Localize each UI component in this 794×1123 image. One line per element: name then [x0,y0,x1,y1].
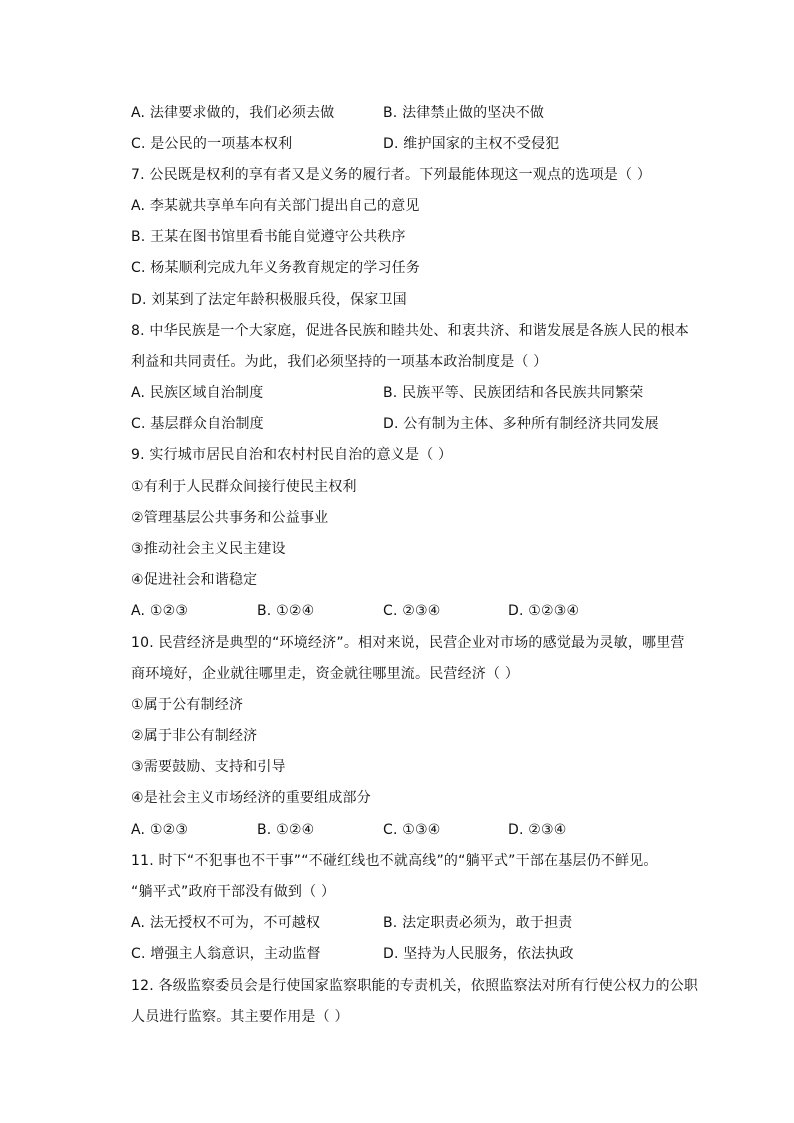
q9-option-a: A. ①②③ [131,603,189,619]
q12-stem-line2: 人员进行监察。其主要作用是（ ） [131,1009,349,1025]
q9-option-c: C. ②③④ [383,603,441,619]
q11-option-b: B. 法定职责必须为，敢于担责 [383,915,573,931]
q10-statement-2: ②属于非公有制经济 [131,728,258,744]
q10-stem-line1: 10. 民营经济是典型的“环境经济”。相对来说，民营企业对市场的感觉最为灵敏，哪里营 [131,635,685,651]
q9-statement-2: ②管理基层公共事务和公益事业 [131,510,329,526]
q9-option-b: B. ①②④ [257,603,315,619]
q10-statement-1: ①属于公有制经济 [131,697,244,713]
q10-stem-line2: 商环境好，企业就往哪里走，资金就往哪里流。民营经济（ ） [131,666,520,682]
q7-option-a: A. 李某就共享单车向有关部门提出自己的意见 [131,198,420,214]
q9-statement-3: ③推动社会主义民主建设 [131,541,286,557]
q6-option-c: C. 是公民的一项基本权利 [131,136,293,152]
q11-option-a: A. 法无授权不可为，不可越权 [131,915,321,931]
q9-statement-4: ④促进社会和谐稳定 [131,572,258,588]
q10-statement-4: ④是社会主义市场经济的重要组成部分 [131,790,371,806]
q8-stem-line1: 8. 中华民族是一个大家庭，促进各民族和睦共处、和衷共济、和谐发展是各族人民的根本 [131,323,690,339]
q7-stem: 7. 公民既是权利的享有者又是义务的履行者。下列最能体现这一观点的选项是（ ） [131,167,652,183]
q6-option-d: D. 维护国家的主权不受侵犯 [383,136,560,152]
q8-stem-line2: 利益和共同责任。为此，我们必须坚持的一项基本政治制度是（ ） [131,354,548,370]
q7-option-b: B. 王某在图书馆里看书能自觉遵守公共秩序 [131,229,406,245]
q6-option-a: A. 法律要求做的，我们必须去做 [131,105,335,121]
q11-stem-line2: “躺平式”政府干部没有做到（ ） [131,884,336,900]
q8-option-c: C. 基层群众自治制度 [131,416,264,432]
q10-statement-3: ③需要鼓励、支持和引导 [131,759,286,775]
q11-stem-line1: 11. 时下“不犯事也不干事”“不碰红线也不就高线”的“躺平式”干部在基层仍不鲜见。 [131,853,658,869]
q9-statement-1: ①有利于人民群众间接行使民主权利 [131,479,357,495]
q8-option-b: B. 民族平等、民族团结和各民族共同繁荣 [383,385,644,401]
q11-option-c: C. 增强主人翁意识，主动监督 [131,946,321,962]
q8-option-a: A. 民族区域自治制度 [131,385,264,401]
q10-option-c: C. ①③④ [383,822,441,838]
q8-option-d: D. 公有制为主体、多种所有制经济共同发展 [383,416,659,432]
q6-option-b: B. 法律禁止做的坚决不做 [383,105,545,121]
q7-option-c: C. 杨某顺利完成九年义务教育规定的学习任务 [131,260,421,276]
q12-stem-line1: 12. 各级监察委员会是行使国家监察职能的专责机关，依照监察法对所有行使公权力的公职 [131,978,699,994]
q9-stem: 9. 实行城市居民自治和农村村民自治的意义是（ ） [131,447,453,463]
q10-option-d: D. ②③④ [508,822,567,838]
q11-option-d: D. 坚持为人民服务，依法执政 [383,946,574,962]
q10-option-b: B. ①②④ [257,822,315,838]
q7-option-d: D. 刘某到了法定年龄积极服兵役，保家卫国 [131,292,407,308]
q9-option-d: D. ①②③④ [508,603,580,619]
q10-option-a: A. ①②③ [131,822,189,838]
